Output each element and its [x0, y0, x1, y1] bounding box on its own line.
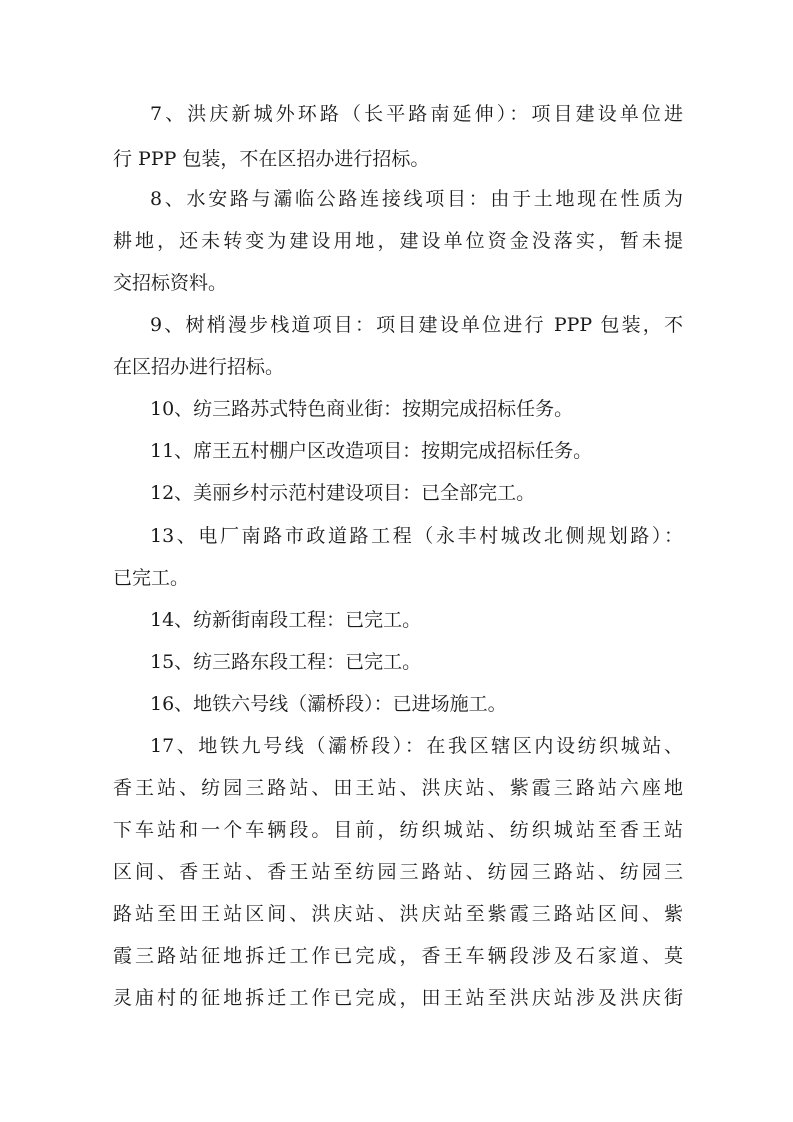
paragraph-8-line-3: 交招标资料。 — [113, 272, 228, 294]
paragraph-13-line-2: 已完工。 — [113, 567, 190, 589]
paragraph-8-line-2: 耕地，还未转变为建设用地，建设单位资金没落实，暂未提 — [113, 230, 683, 252]
paragraph-7-line-2: 行 PPP 包装，不在区招办进行招标。 — [113, 148, 430, 170]
paragraph-17-line-4: 区间、香王站、香王站至纺园三路站、纺园三路站、纺园三 — [113, 861, 683, 883]
paragraph-8-line-1: 8、水安路与灞临公路连接线项目：由于土地现在性质为 — [150, 188, 683, 210]
paragraph-16-line-1: 16、地铁六号线（灞桥段）：已进场施工。 — [150, 693, 507, 715]
paragraph-10-line-1: 10、纺三路苏式特色商业街：按期完成招标任务。 — [150, 398, 574, 420]
paragraph-12-line-1: 12、美丽乡村示范村建设项目：已全部完工。 — [150, 482, 536, 504]
paragraph-9-line-1: 9、树梢漫步栈道项目：项目建设单位进行 PPP 包装，不 — [150, 314, 683, 336]
paragraph-17-line-6: 霞三路站征地拆迁工作已完成，香王车辆段涉及石家道、莫 — [113, 945, 683, 967]
paragraph-11-line-1: 11、席王五村棚户区改造项目：按期完成招标任务。 — [150, 440, 593, 462]
paragraph-7-line-1: 7、洪庆新城外环路（长平路南延伸）：项目建设单位进 — [150, 103, 683, 125]
paragraph-17-line-7: 灵庙村的征地拆迁工作已完成，田王站至洪庆站涉及洪庆街 — [113, 987, 683, 1009]
paragraph-17-line-1: 17、地铁九号线（灞桥段）：在我区辖区内设纺织城站、 — [150, 735, 683, 757]
paragraph-17-line-2: 香王站、纺园三路站、田王站、洪庆站、紫霞三路站六座地 — [113, 777, 683, 799]
paragraph-17-line-5: 路站至田王站区间、洪庆站、洪庆站至紫霞三路站区间、紫 — [113, 903, 683, 925]
paragraph-9-line-2: 在区招办进行招标。 — [113, 356, 285, 378]
paragraph-14-line-1: 14、纺新街南段工程：已完工。 — [150, 609, 422, 631]
paragraph-13-line-1: 13、电厂南路市政道路工程（永丰村城改北侧规划路）： — [150, 525, 683, 547]
paragraph-15-line-1: 15、纺三路东段工程：已完工。 — [150, 651, 422, 673]
paragraph-17-line-3: 下车站和一个车辆段。目前，纺织城站、纺织城站至香王站 — [113, 819, 683, 841]
